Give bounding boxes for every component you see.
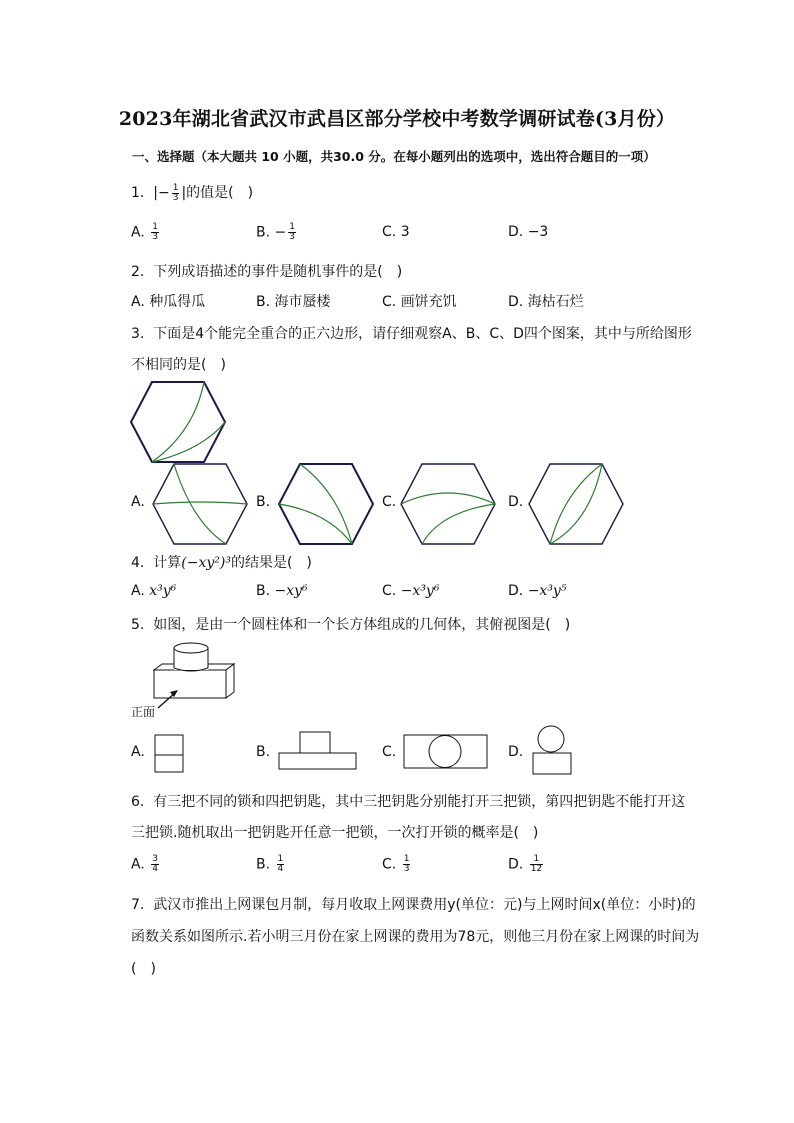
option-b: B. $\frac{1}{4}$ [256, 854, 284, 874]
fraction: $\frac{1}{3}$ [289, 222, 295, 242]
question-number: 1. [131, 185, 145, 201]
question-7-line3: ( ) [131, 961, 156, 977]
option-d: D. [508, 744, 524, 760]
fraction: $\frac{1}{3}$ [152, 222, 158, 242]
question-5: 5. 如图，是由一个圆柱体和一个长方体组成的几何体，其俯视图是( ) [131, 617, 571, 633]
option-a: A. 种瓜得瓜 [131, 294, 206, 310]
question-text: |− [153, 185, 170, 201]
option-d: D. [508, 494, 524, 510]
option-b: B. 海市蜃楼 [256, 294, 331, 310]
option-c-view-figure [403, 734, 489, 770]
question-3: 3. 下面是4个能完全重合的正六边形，请仔细观察A、B、C、D四个图案，其中与所给图形 [131, 326, 692, 342]
option-b-view-figure [278, 731, 358, 771]
reference-hexagon-figure [130, 380, 226, 464]
option-a: A. $\frac{3}{4}$ [131, 854, 158, 874]
option-d: D. $\frac{1}{12}$ [508, 854, 543, 874]
option-a: A. [131, 494, 145, 510]
section-heading: 一、选择题（本大题共 10 小题，共30.0 分。在每小题列出的选项中，选出符合题目的一项） [132, 149, 656, 164]
fraction: $\frac{1}{3}$ [172, 182, 179, 203]
option-d-view-figure [530, 724, 574, 776]
question-4: 4. 计算(−xy²)³的结果是( ) [131, 555, 312, 571]
question-7-line2: 函数关系如图所示.若小明三月份在家上网课的费用为78元，则他三月份在家上网课的时间为 [131, 929, 700, 945]
option-d-hexagon-figure [528, 462, 624, 546]
option-c: C. [382, 744, 397, 760]
option-b: B. [256, 744, 271, 760]
question-3-line2: 不相同的是( ) [131, 357, 226, 373]
option-d: D. 海枯石烂 [508, 294, 584, 310]
question-7: 7. 武汉市推出上网课包月制，每月收取上网课费用y(单位：元)与上网时间x(单位：小时)的 [131, 897, 696, 913]
fraction: $\frac{1}{4}$ [277, 854, 284, 874]
option-a-hexagon-figure [152, 462, 248, 546]
front-view-label: 正面 [131, 705, 156, 719]
option-a: A. $\frac{1}{3}$ [131, 222, 158, 242]
option-b: B. [256, 494, 271, 510]
option-c: C. $\frac{1}{3}$ [382, 854, 410, 874]
option-b: B. − $\frac{1}{3}$ [256, 222, 295, 242]
fraction: $\frac{1}{12}$ [530, 854, 543, 874]
option-a: A. x³y⁶ [131, 583, 177, 599]
option-c: C. 画饼充饥 [382, 294, 457, 310]
option-a-view-figure [154, 734, 184, 774]
fraction: $\frac{3}{4}$ [152, 854, 158, 874]
option-b: B. −xy⁶ [256, 583, 308, 599]
option-c: C. −x³y⁶ [382, 583, 440, 599]
option-c: C. 3 [382, 224, 410, 240]
fraction: $\frac{1}{3}$ [403, 854, 410, 874]
page-title: 2023年湖北省武汉市武昌区部分学校中考数学调研试卷(3月份） [118, 108, 676, 130]
question-6-line2: 三把锁.随机取出一把钥匙开任意一把锁，一次打开锁的概率是( ) [131, 825, 539, 841]
option-b-hexagon-figure [278, 462, 374, 546]
option-d: D. −3 [508, 224, 549, 240]
option-a: A. [131, 744, 145, 760]
question-6: 6. 有三把不同的锁和四把钥匙，其中三把钥匙分别能打开三把锁，第四把钥匙不能打开这 [131, 794, 686, 810]
question-2: 2. 下列成语描述的事件是随机事件的是( ) [131, 264, 403, 280]
option-d: D. −x³y⁵ [508, 583, 567, 599]
option-c-hexagon-figure [400, 462, 496, 546]
option-c: C. [382, 494, 397, 510]
question-1: 1. |− $\frac{1}{3}$ |的值是( ) [131, 182, 254, 203]
